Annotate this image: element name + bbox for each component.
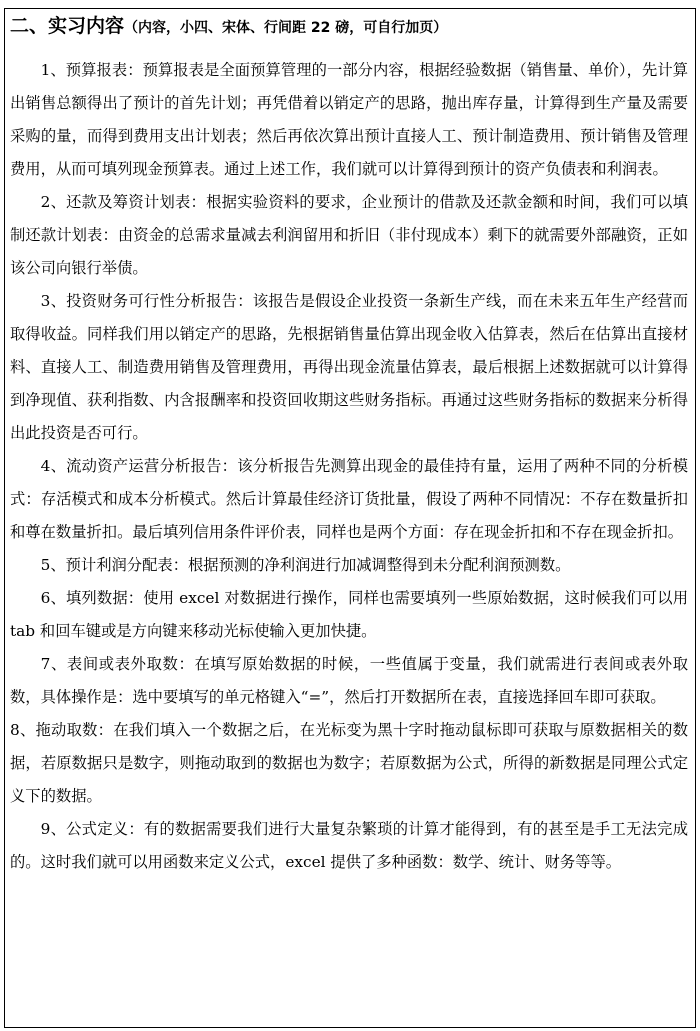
paragraph-repayment-plan: 2、还款及筹资计划表：根据实验资料的要求，企业预计的借款及还款金额和时间，我们可以填制还款计划表：由资金的总需求量减去利润留用和折旧（非付现成本）剩下的就需要外部融资，正如该公司向银行举债。 xyxy=(10,193,688,277)
section-heading xyxy=(10,14,690,40)
paragraph-profit-distribution: 5、预计利润分配表：根据预测的净利润进行加减调整得到未分配利润预测数。 xyxy=(40,556,571,574)
paragraph-budget-report: 1、预算报表：预算报表是全面预算管理的一部分内容，根据经验数据（销售量、单价），先计算出销售总额得出了预计的首先计划；再凭借着以销定产的思路，抛出库存量，计算得到生产量及需要采购的量，而得到费用支出计划表；然后再依次算出预计直接人工、预计制造费用、预计销售及管理费用，从而可填列现金预算表。通过上述工作，我们就可以计算得到预计的资产负债表和利润表。 xyxy=(10,61,688,178)
section-note: （内容，小四、宋体、行间距 22 磅，可自行加页） xyxy=(124,20,448,36)
section-title: 二、实习内容 xyxy=(10,15,125,37)
paragraph-formula-definition: 9、公式定义：有的数据需要我们进行大量复杂繁琐的计算才能得到，有的甚至是手工无法完成的。这时我们就可以用函数来定义公式，excel 提供了多种函数：数学、统计、财务等等。 xyxy=(10,820,688,871)
paragraph-current-assets: 4、流动资产运营分析报告：该分析报告先测算出现金的最佳持有量，运用了两种不同的分析模式：存活模式和成本分析模式。然后计算最佳经济订货批量，假设了两种不同情况：不存在数量折扣和尊在数量折扣。最后填列信用条件评价表，同样也是两个方面：存在现金折扣和不存在现金折扣。 xyxy=(10,457,688,541)
document-body xyxy=(10,54,688,879)
paragraph-data-entry: 6、填列数据：使用 excel 对数据进行操作，同样也需要填列一些原始数据，这时候我们可以用 tab 和回车键或是方向键来移动光标使输入更加快捷。 xyxy=(10,589,688,640)
paragraph-investment-analysis: 3、投资财务可行性分析报告：该报告是假设企业投资一条新生产线，而在未来五年生产经营而取得收益。同样我们用以销定产的思路，先根据销售量估算出现金收入估算表，然后在估算出直接材料、直接人工、制造费用销售及管理费用，再得出现金流量估算表，最后根据上述数据就可以计算得到净现值、获利指数、内含报酬率和投资回收期这些财务指标。再通过这些财务指标的数据来分析得出此投资是否可行。 xyxy=(10,292,688,442)
paragraph-drag-fill: 8、拖动取数：在我们填入一个数据之后，在光标变为黑十字时拖动鼠标即可获取与原数据相关的数据，若原数据只是数字，则拖动取到的数据也为数字；若原数据为公式，所得的新数据是同理公式定义下的数据。 xyxy=(10,721,688,805)
paragraph-cross-sheet-reference: 7、表间或表外取数：在填写原始数据的时候，一些值属于变量，我们就需进行表间或表外取数，具体操作是：选中要填写的单元格键入“=”，然后打开数据所在表，直接选择回车即可获取。 xyxy=(10,655,688,706)
